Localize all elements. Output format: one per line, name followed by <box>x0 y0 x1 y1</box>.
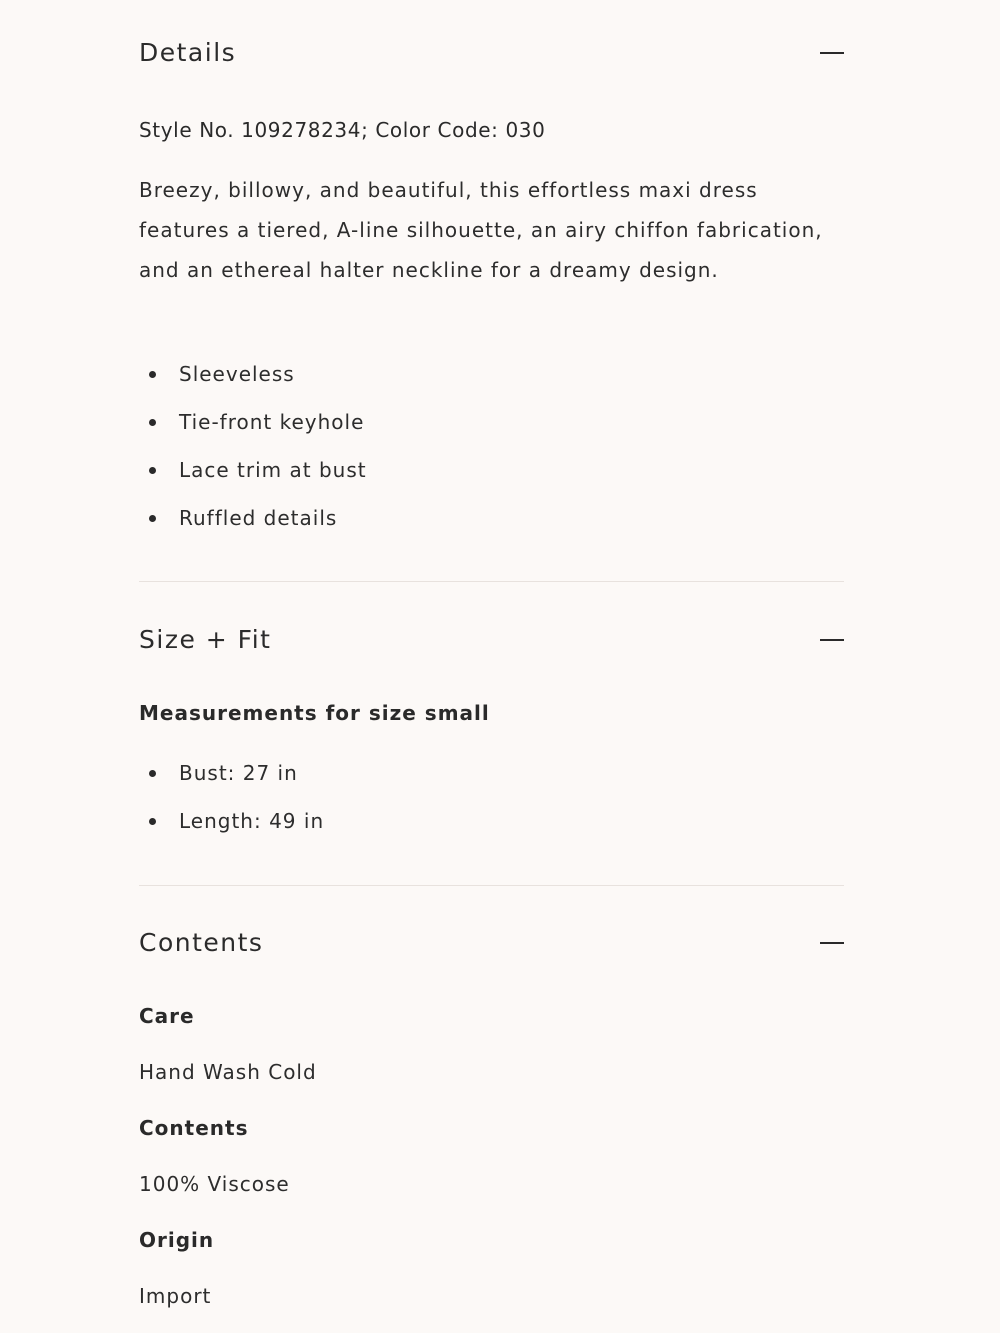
origin-value: Import <box>139 1284 212 1308</box>
origin-label: Origin <box>139 1228 215 1252</box>
list-item: Sleeveless <box>139 350 367 398</box>
contents-header[interactable] <box>139 928 844 958</box>
details-header[interactable] <box>139 38 844 68</box>
feature-list <box>139 350 367 542</box>
bullet-icon <box>149 419 156 426</box>
minus-icon <box>820 639 844 641</box>
size-fit-title: Size + Fit <box>139 625 272 654</box>
size-fit-section <box>139 625 844 655</box>
product-description: Breezy, billowy, and beautiful, this effortless maxi dress features a tiered, A-line silhouette, an airy chiffon fabrication, and an ethereal halter neckline for a dreamy design. <box>139 178 823 282</box>
contents-title: Contents <box>139 928 264 957</box>
list-item: Ruffled details <box>139 494 367 542</box>
style-number: Style No. 109278234; Color Code: 030 <box>139 118 546 142</box>
measurements-list <box>139 749 324 845</box>
details-collapse-button[interactable] <box>820 52 844 54</box>
details-title: Details <box>139 38 237 67</box>
size-fit-collapse-button[interactable] <box>820 639 844 641</box>
bullet-icon <box>149 467 156 474</box>
contents-value: 100% Viscose <box>139 1172 290 1196</box>
list-item: Tie-front keyhole <box>139 398 367 446</box>
list-item: Length: 49 in <box>139 797 324 845</box>
bullet-icon <box>149 818 156 825</box>
details-section <box>139 38 844 68</box>
care-label: Care <box>139 1004 195 1028</box>
section-divider <box>139 581 844 582</box>
contents-collapse-button[interactable] <box>820 942 844 944</box>
size-fit-header[interactable] <box>139 625 844 655</box>
minus-icon <box>820 942 844 944</box>
care-value: Hand Wash Cold <box>139 1060 317 1084</box>
bullet-icon <box>149 770 156 777</box>
bullet-icon <box>149 371 156 378</box>
contents-section <box>139 928 844 958</box>
bullet-icon <box>149 515 156 522</box>
contents-label: Contents <box>139 1116 249 1140</box>
minus-icon <box>820 52 844 54</box>
measurements-heading: Measurements for size small <box>139 701 490 725</box>
list-item: Bust: 27 in <box>139 749 324 797</box>
section-divider <box>139 885 844 886</box>
list-item: Lace trim at bust <box>139 446 367 494</box>
